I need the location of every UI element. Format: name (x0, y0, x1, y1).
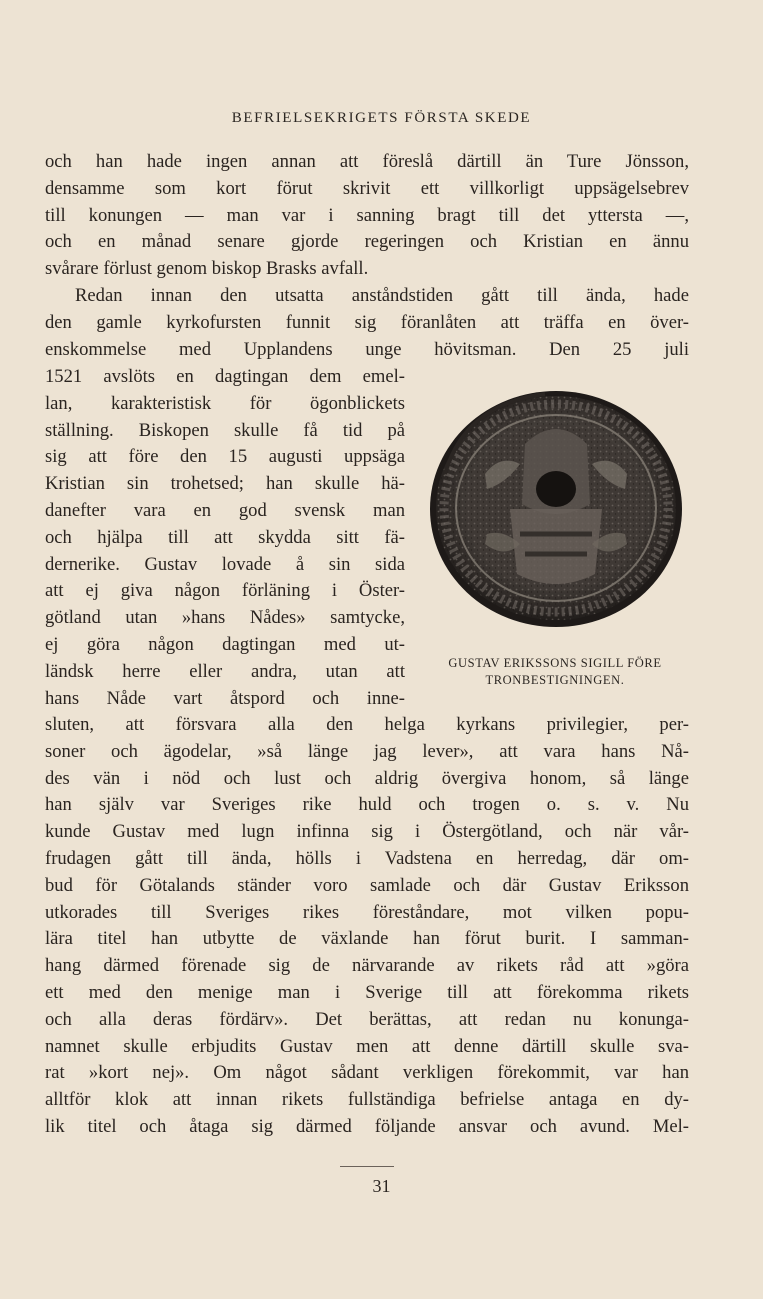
text-block-top (45, 149, 689, 363)
text-line: hang därmed förenade sig de närvarande av rikets råd att »göra (45, 955, 689, 977)
text-line: densamme som kort förut skrivit ett villkorligt uppsägelsebrev (45, 177, 689, 199)
text-line: och hjälpa till att skydda sitt fä- (45, 526, 405, 548)
text-line: den gamle kyrkofursten funnit sig föranlåten att träffa en över- (45, 311, 689, 333)
figure-caption (420, 655, 690, 689)
footer-rule (340, 1166, 394, 1167)
text-line: rat »kort nej». Om något sådant verkligen förekommit, var han (45, 1062, 689, 1084)
text-line: och alla deras fördärv». Det berättas, att redan nu konunga- (45, 1008, 689, 1030)
text-block-bottom (45, 712, 689, 1141)
text-line: bud för Götalands ständer voro samlade och där Gustav Eriksson (45, 874, 689, 896)
caption-line-1: GUSTAV ERIKSSONS SIGILL FÖRE (448, 656, 662, 670)
text-line: namnet skulle erbjudits Gustav men att denne därtill skulle sva- (45, 1035, 689, 1057)
text-line: lik titel och åtaga sig därmed följande ansvar och avund. Mel- (45, 1115, 689, 1137)
text-line: dernerike. Gustav lovade å sin sida (45, 553, 405, 575)
text-line: kunde Gustav med lugn infinna sig i Östergötland, och när vår- (45, 821, 689, 843)
seal-figure (425, 384, 687, 636)
text-line: han själv var Sveriges rike huld och trogen o. s. v. Nu (45, 794, 689, 816)
running-head: BEFRIELSEKRIGETS FÖRSTA SKEDE (231, 110, 532, 126)
text-line: ej göra någon dagtingan med ut- (45, 633, 405, 655)
text-line: svårare förlust genom biskop Brasks avfall. (45, 258, 369, 280)
text-line: frudagen gått till ända, hölls i Vadstena en herredag, där om- (45, 847, 689, 869)
text-line: hans Nåde vart åtspord och inne- (45, 687, 405, 709)
text-line: des vän i nöd och lust och aldrig övergiva honom, så länge (45, 767, 689, 789)
text-line: ett med den menige man i Sverige till att förekomma rikets (45, 981, 689, 1003)
text-line: lära titel han utbytte de växlande han förut burit. I samman- (45, 928, 689, 950)
text-line: och han hade ingen annan att föreslå därtill än Ture Jönsson, (45, 151, 689, 172)
text-line: götland utan »hans Nådes» samtycke, (45, 607, 405, 629)
seal-image (425, 384, 687, 636)
text-line: och en månad senare gjorde regeringen och Kristian en ännu (45, 231, 689, 253)
page-number: 31 (372, 1176, 391, 1196)
text-line: utkorades till Sveriges rikes föreståndare, mot vilken popu- (45, 901, 689, 923)
text-line: sluten, att försvara alla den helga kyrkans privilegier, per- (45, 714, 689, 735)
text-line: att ej giva någon förläning i Öster- (45, 580, 405, 602)
text-line: enskommelse med Upplandens unge hövitsman. Den 25 juli (45, 338, 689, 360)
text-line: soner och ägodelar, »så länge jag lever», att vara hans Nå- (45, 740, 689, 762)
text-line: Kristian sin trohetsed; han skulle hä- (45, 473, 405, 495)
caption-line-2: TRONBESTIGNINGEN. (485, 673, 625, 687)
text-block-beside-figure (45, 364, 405, 712)
text-line: ställning. Biskopen skulle få tid på (45, 419, 405, 441)
text-line: lan, karakteristisk för ögonblickets (45, 392, 405, 414)
text-line: till konungen — man var i sanning bragt till det yttersta —, (45, 204, 689, 226)
text-line: danefter vara en god svensk man (45, 499, 405, 521)
text-line: sig att före den 15 augusti uppsäga (45, 446, 405, 468)
text-line: Redan innan den utsatta anståndstiden gått till ända, hade (75, 284, 689, 306)
text-line: alltför klok att innan rikets fullständiga befrielse antaga en dy- (45, 1089, 689, 1111)
text-line: ländsk herre eller andra, utan att (45, 660, 405, 682)
text-line: 1521 avslöts en dagtingan dem emel- (45, 366, 405, 387)
